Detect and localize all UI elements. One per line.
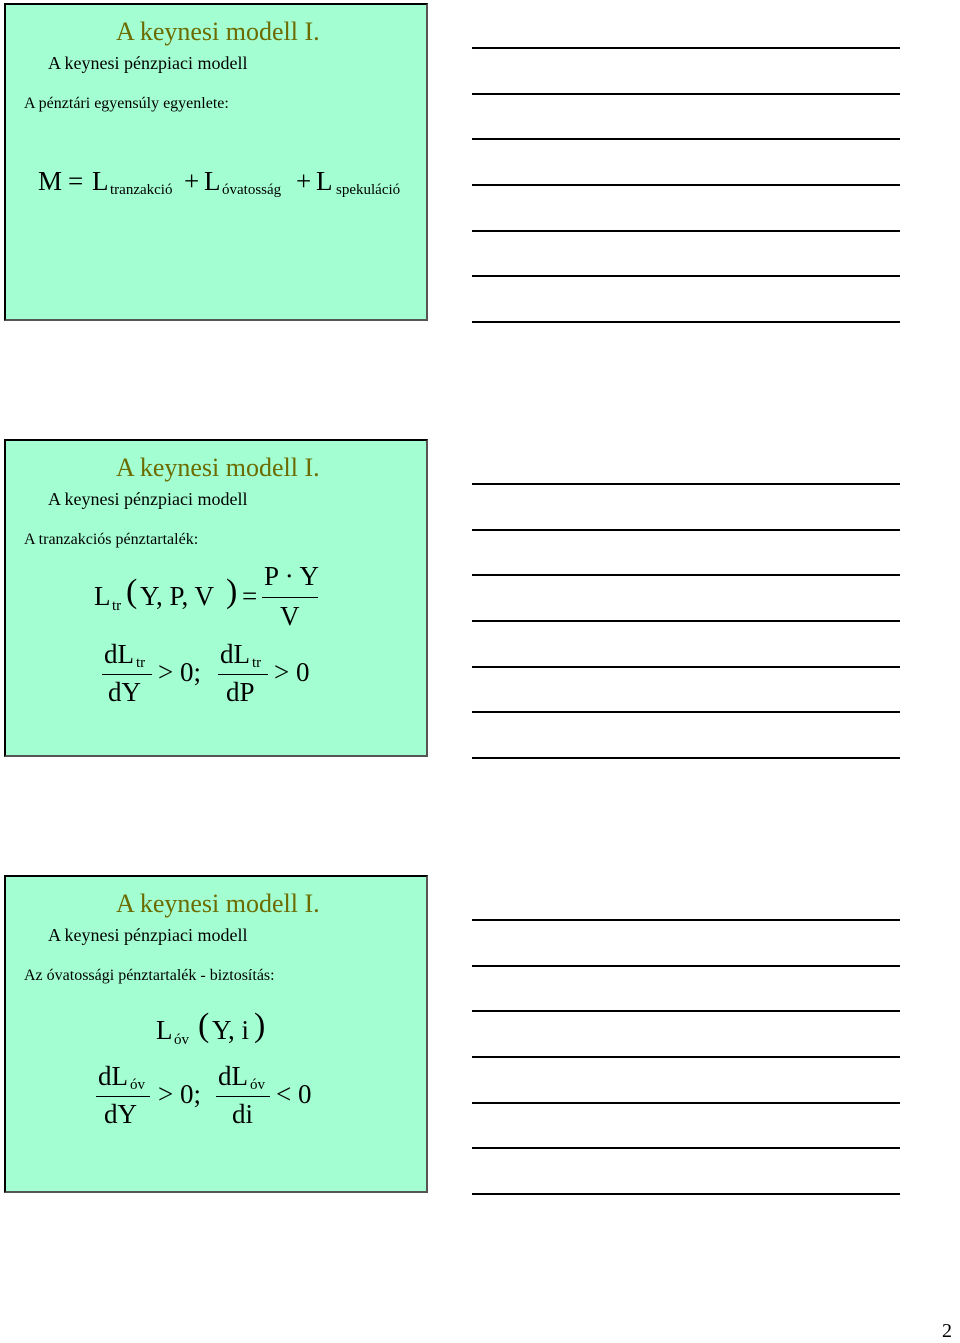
fraction-bar	[216, 1096, 270, 1097]
formula-args: Y, i	[212, 1015, 250, 1045]
formula-paren: )	[254, 1007, 266, 1044]
note-line	[472, 47, 900, 49]
slide-subtitle: A keynesi pénzpiaci modell	[48, 53, 248, 73]
derivative-subscript: óv	[250, 1077, 265, 1093]
slide-title: A keynesi modell I.	[116, 17, 320, 46]
derivative-subscript: óv	[130, 1077, 145, 1093]
derivative-numerator: dL	[218, 1061, 248, 1091]
derivative-numerator: dL	[220, 639, 250, 669]
page-number: 2	[942, 1320, 952, 1342]
formula-subscript: óv	[174, 1032, 189, 1048]
slide-3	[4, 875, 428, 1193]
fraction-numerator: P · Y	[264, 561, 320, 591]
note-line	[472, 138, 900, 140]
formula-symbol: L	[92, 166, 109, 196]
note-line	[472, 321, 900, 323]
formula-symbol: L	[94, 581, 111, 611]
derivative-relation: > 0;	[158, 657, 201, 687]
formula-symbol: +	[184, 166, 200, 196]
derivative-numerator: dL	[98, 1061, 128, 1091]
derivative-relation: < 0	[276, 1079, 312, 1109]
formula-symbol: M	[38, 166, 63, 196]
fraction-bar	[102, 674, 152, 675]
derivative-denominator: dY	[104, 1099, 137, 1129]
slide-subtitle: A keynesi pénzpiaci modell	[48, 925, 248, 945]
fraction-denominator: V	[280, 601, 300, 631]
note-line	[472, 1010, 900, 1012]
note-line	[472, 620, 900, 622]
slide-title: A keynesi modell I.	[116, 889, 320, 918]
note-line	[472, 1147, 900, 1149]
derivative-subscript: tr	[252, 655, 262, 671]
formula-subscript: tranzakció	[110, 182, 173, 198]
derivative-relation: > 0	[274, 657, 310, 687]
derivative-relation: > 0;	[158, 1079, 201, 1109]
slide-heading: Az óvatossági pénztartalék - biztosítás:	[24, 967, 275, 984]
formula-symbol: =	[242, 581, 258, 611]
formula-args: Y, P, V	[140, 581, 215, 611]
note-line	[472, 275, 900, 277]
slide-2	[4, 439, 428, 757]
formula-symbol: L	[316, 166, 333, 196]
derivative-denominator: di	[232, 1099, 254, 1129]
fraction-bar	[218, 674, 268, 675]
note-line	[472, 574, 900, 576]
note-line	[472, 230, 900, 232]
formula-symbol: L	[156, 1015, 173, 1045]
formula-subscript: tr	[112, 598, 122, 614]
derivative-denominator: dP	[226, 677, 255, 707]
derivative-numerator: dL	[104, 639, 134, 669]
note-line	[472, 1102, 900, 1104]
slide-heading: A pénztári egyensúly egyenlete:	[24, 95, 229, 112]
formula-subscript: spekuláció	[336, 182, 401, 198]
fraction-bar	[96, 1096, 150, 1097]
note-line	[472, 483, 900, 485]
note-line	[472, 666, 900, 668]
slide-title: A keynesi modell I.	[116, 453, 320, 482]
formula-paren: (	[198, 1007, 210, 1044]
formula-symbol: L	[204, 166, 221, 196]
note-line	[472, 919, 900, 921]
slide-heading: A tranzakciós pénztartalék:	[24, 531, 199, 548]
note-line	[472, 711, 900, 713]
formula-subscript: óvatosság	[222, 182, 282, 198]
slide-1	[4, 3, 428, 321]
note-line	[472, 757, 900, 759]
note-line	[472, 93, 900, 95]
derivative-denominator: dY	[108, 677, 141, 707]
note-line	[472, 184, 900, 186]
note-line	[472, 1193, 900, 1195]
formula-symbol: +	[296, 166, 312, 196]
slide-subtitle: A keynesi pénzpiaci modell	[48, 489, 248, 509]
formula-symbol: =	[68, 166, 84, 196]
formula-paren: )	[226, 573, 238, 610]
note-line	[472, 529, 900, 531]
note-line	[472, 965, 900, 967]
fraction-bar	[262, 597, 318, 598]
derivative-subscript: tr	[136, 655, 146, 671]
note-line	[472, 1056, 900, 1058]
formula-paren: (	[126, 573, 138, 610]
